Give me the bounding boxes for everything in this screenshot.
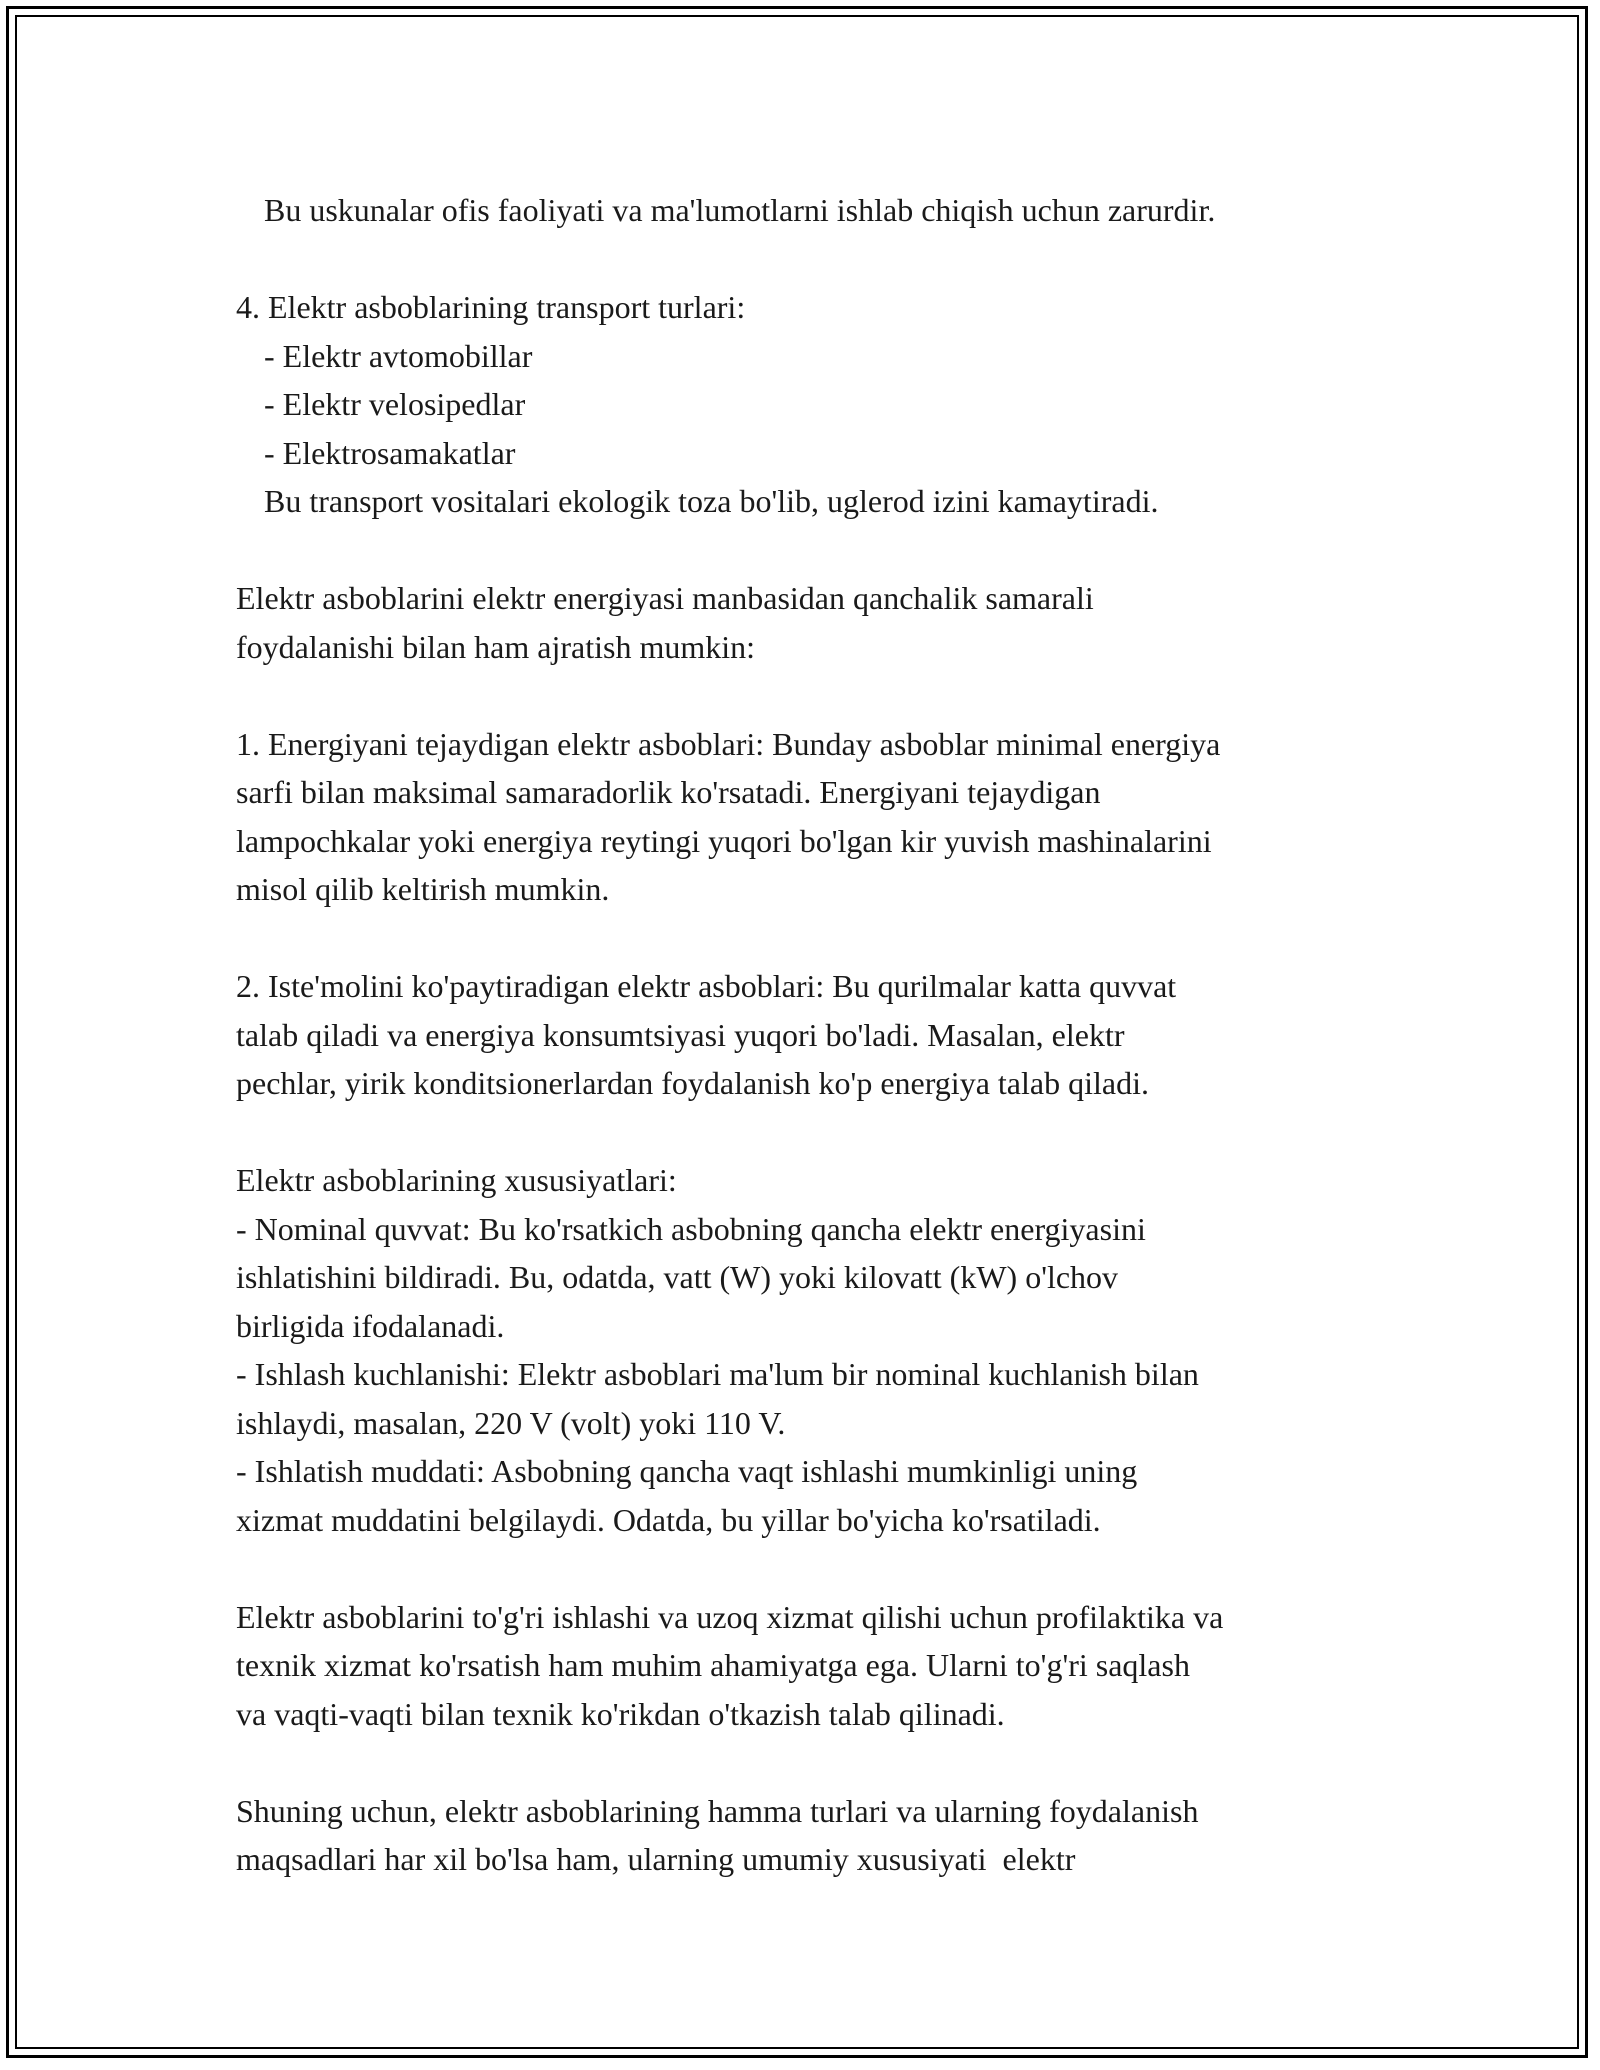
text-line: xizmat muddatini belgilaydi. Odatda, bu yillar bo'yicha ko'rsatiladi. (236, 1501, 1101, 1538)
text-line: - Elektrosamakatlar (264, 434, 516, 471)
text-line: maqsadlari har xil bo'lsa ham, ularning umumiy xususiyati elektr (236, 1841, 1076, 1877)
text-line: 2. Iste'molini ko'paytiradigan elektr asboblari: Bu qurilmalar katta quvvat (236, 968, 1177, 1004)
text-line: texnik xizmat ko'rsatish ham muhim ahamiyatga ega. Ularni to'g'ri saqlash (236, 1647, 1190, 1683)
paragraph-gap (236, 671, 1376, 720)
text-line: ishlaydi, masalan, 220 V (volt) yoki 110 V. (236, 1404, 786, 1441)
text-line: Elektr asboblarining xususiyatlari: (236, 1162, 677, 1198)
text-line: - Elektr avtomobillar (264, 337, 533, 374)
text-line: lampochkalar yoki energiya reytingi yuqori bo'lgan kir yuvish mashinalarini (236, 822, 1212, 859)
text-line: 4. Elektr asboblarining transport turlari: (236, 289, 746, 325)
text-line: Bu uskunalar ofis faoliyati va ma'lumotlarni ishlab chiqish uchun zarurdir. (264, 192, 1216, 228)
text-line: talab qiladi va energiya konsumtsiyasi yuqori bo'ladi. Masalan, elektr (236, 1016, 1125, 1053)
text-line: - Nominal quvvat: Bu ko'rsatkich asbobning qancha elektr energiyasini (236, 1210, 1146, 1247)
text-line: Elektr asboblarini to'g'ri ishlashi va uzoq xizmat qilishi uchun profilaktika va (236, 1598, 1224, 1635)
paragraph-gap (236, 1108, 1376, 1157)
paragraph-gap (236, 1544, 1376, 1593)
text-line: birligida ifodalanadi. (236, 1307, 505, 1344)
text-line: sarfi bilan maksimal samaradorlik ko'rsatadi. Energiyani tejaydigan (236, 774, 1101, 810)
paragraph-gap (236, 235, 1376, 284)
text-line: - Ishlash kuchlanishi: Elektr asboblari ma'lum bir nominal kuchlanish bilan (236, 1356, 1199, 1392)
text-line: - Ishlatish muddati: Asbobning qancha vaqt ishlashi mumkinligi uning (236, 1453, 1138, 1489)
text-line: - Elektr velosipedlar (264, 386, 526, 422)
paragraph-gap (236, 914, 1376, 963)
text-line: Shuning uchun, elektr asboblarining hamma turlari va ularning foydalanish (236, 1792, 1199, 1829)
text-line: foydalanishi bilan ham ajratish mumkin: (236, 628, 756, 665)
document-body (236, 186, 1376, 1884)
text-line: Elektr asboblarini elektr energiyasi manbasidan qanchalik samarali (236, 580, 1094, 616)
text-line: Bu transport vositalari ekologik toza bo'lib, uglerod izini kamaytiradi. (264, 483, 1159, 519)
paragraph-gap (236, 526, 1376, 575)
text-line: misol qilib keltirish mumkin. (236, 871, 610, 907)
paragraph-gap (236, 1738, 1376, 1787)
text-line: 1. Energiyani tejaydigan elektr asboblari: Bunday asboblar minimal energiya (236, 725, 1221, 762)
text-line: va vaqti-vaqti bilan texnik ko'rikdan o'tkazish talab qilinadi. (236, 1695, 1005, 1732)
text-line: pechlar, yirik konditsionerlardan foydalanish ko'p energiya talab qiladi. (236, 1065, 1149, 1101)
text-line: ishlatishini bildiradi. Bu, odatda, vatt (W) yoki kilovatt (kW) o'lchov (236, 1259, 1119, 1295)
